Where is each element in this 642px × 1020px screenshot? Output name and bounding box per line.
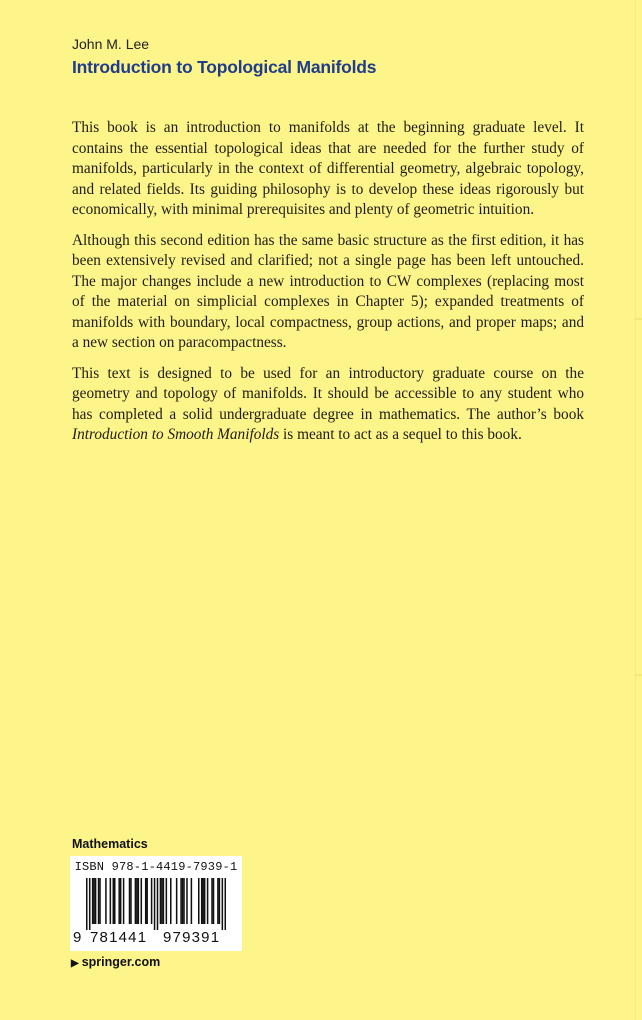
barcode-bar [182,878,184,924]
barcode-bar [93,878,95,924]
barcode-bar [222,878,224,930]
cover-edge-tick [634,318,642,320]
barcode-bar [157,878,159,930]
barcode-bar [180,878,182,924]
barcode-bar [198,878,200,924]
barcode-bar [161,878,163,924]
barcode-bar [207,878,209,924]
sequel-book-title: Introduction to Smooth Manifolds [72,426,280,443]
barcode-bar [225,878,226,930]
barcode-bar [129,878,131,924]
barcode-bar [163,878,165,924]
barcode-bar [213,878,215,924]
barcode-bar [86,878,88,930]
barcode-bar [154,878,156,930]
barcode-bar [146,878,148,924]
barcode-bar [217,878,219,924]
barcode-bar [110,878,112,924]
publisher-website[interactable] [71,955,160,969]
barcode-bar [186,878,188,924]
barcode-bar [202,878,204,924]
barcode-bar [99,878,101,924]
barcode-bar [130,878,132,924]
barcode-lead-digit: 9 [73,929,82,946]
isbn-label: ISBN 978-1-4419-7939-1 [74,860,238,874]
cover-edge-line [635,0,636,1020]
isbn-barcode [70,856,242,951]
barcode-digits-right: 979391 [163,929,221,946]
barcode-bar [92,878,94,924]
paragraph-3-text: This text is designed to be used for an introductory graduate course on the geometry and topology of manifolds. It should be accessible to any student who has completed a solid undergraduate degree in mathematics. The author’s book [72,364,584,423]
barcode-bar [145,878,147,924]
barcode-bar [98,878,100,924]
cover-edge-tick [634,674,642,676]
barcode-bar [204,878,206,924]
barcode-bar [176,878,178,924]
barcode-bar [141,878,143,924]
book-title: Introduction to Topological Manifolds [72,57,377,77]
barcode-bar [160,878,162,924]
author-name: John M. Lee [72,36,150,52]
barcode-bar [89,878,91,930]
barcode-bar [183,878,185,924]
barcode-bar [201,878,203,924]
barcode-bar [105,878,107,924]
barcode-bar [123,878,125,924]
blurb-paragraph-3 [72,364,584,446]
barcode-bar [138,878,140,924]
barcode-bar [120,878,122,924]
barcode-bar [135,878,137,924]
barcode-bar [219,878,221,924]
barcode-bars [86,878,226,930]
triangle-arrow-icon: ▶ [71,958,79,969]
paragraph-3-text-end: is meant to act as a sequel to this book. [279,426,522,443]
barcode-bar [95,878,97,924]
barcode-bar [170,878,172,924]
barcode-bar [191,878,193,924]
barcode-bar [114,878,116,924]
barcode-bar [118,878,120,924]
website-label: springer.com [81,955,161,969]
blurb-paragraph-2: Although this second edition has the same basic structure as the first edition, it has been extensively revised and clarified; not a single page has been left untouched. The major changes include a new introduction to CW complexes (replacing most of the material on simplicial complexes in Chapter 5); expanded treatments of manifolds with boundary, local compactness, group actions, and proper maps; and a new section on paracompactness. [72,231,584,351]
barcode-digits-left: 781441 [90,929,148,946]
barcode-bar [136,878,138,924]
barcode-bar [113,878,115,924]
subject-category: Mathematics [72,837,148,851]
barcode-bar [151,878,153,924]
barcode-bar [211,878,213,924]
barcode-bar [166,878,168,924]
blurb [72,118,584,456]
blurb-paragraph-1: This book is an introduction to manifolds at the beginning graduate level. It contains the essential topological ideas that are needed for the further study of manifolds, particularly in the context of differential geometry, algebraic topology, and related fields. Its guiding philosophy is to develop these ideas rigorously but economically, with minimal prerequisites and plenty of geometric intuition. [72,119,584,218]
